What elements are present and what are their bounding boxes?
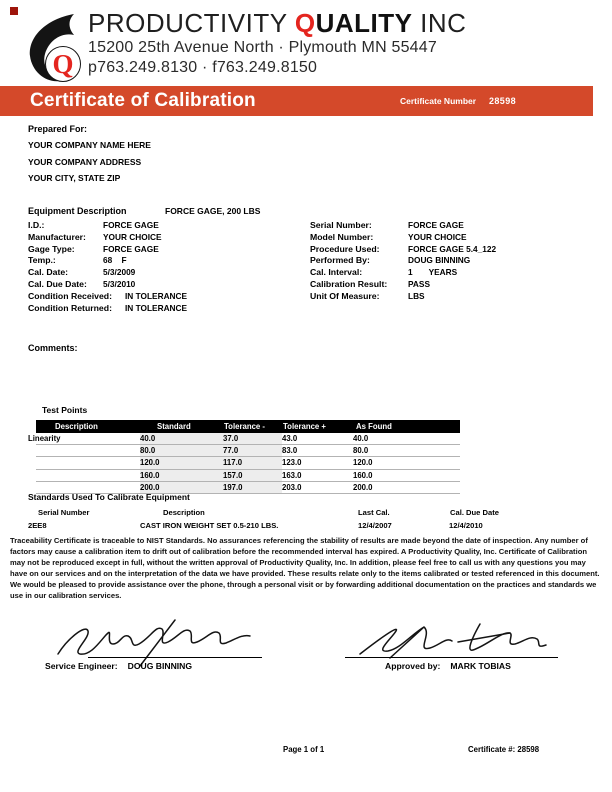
standards-col-serial: Serial Number [38,508,90,517]
red-q-letter: Q [294,8,316,38]
page-number: Page 1 of 1 [283,745,325,754]
service-engineer-signature-line [88,657,262,658]
standard-description-value: CAST IRON WEIGHT SET 0.5-210 LBS. [140,521,279,530]
standards-title: Standards Used To Calibrate Equipment [28,492,190,502]
col-description: Description [55,422,98,431]
service-engineer-label: Service Engineer: [45,661,118,671]
company-logo [24,13,82,87]
equipment-fields-right [310,220,590,303]
field-unit-of-measure: Unit Of Measure: LBS [310,290,425,301]
service-engineer-caption [45,661,192,671]
table-row: 120.0 117.0 123.0 120.0 [36,457,460,469]
logo-q-icon [24,13,82,87]
company-address-line: YOUR COMPANY ADDRESS [28,157,142,167]
corner-mark [10,7,18,15]
document-title: Certificate of Calibration [30,90,256,111]
equipment-fields-left [28,220,303,314]
table-row: 200.0 197.0 203.0 200.0 [36,482,460,494]
title-banner [0,86,593,116]
standards-col-description: Description [163,508,205,517]
standard-cal-due-value: 12/4/2010 [449,521,483,530]
equipment-description-value: FORCE GAGE, 200 LBS [165,206,261,216]
field-manufacturer: Manufacturer: YOUR CHOICE [28,231,162,242]
field-cal-interval: Cal. Interval: 1 YEARS [310,267,458,278]
table-row: 80.0 77.0 83.0 80.0 [36,445,460,457]
col-tolerance-plus: Tolerance + [283,422,326,431]
col-tolerance-minus: Tolerance - [224,422,266,431]
service-engineer-name: DOUG BINNING [127,661,193,671]
approver-signature-line [345,657,558,658]
company-header [88,8,466,78]
col-as-found: As Found [356,422,392,431]
standards-col-last-cal: Last Cal. [358,508,390,517]
footer-certificate-number: Certificate #: 28598 [468,745,540,754]
approver-caption [385,661,511,671]
test-points-header-row [36,420,460,433]
equipment-description-label: Equipment Description [28,206,127,216]
field-model-number: Model Number: YOUR CHOICE [310,231,467,242]
field-serial-number: Serial Number: FORCE GAGE [310,220,464,230]
standard-serial-value: 2EE8 [28,521,47,530]
field-condition-returned: Condition Returned: IN TOLERANCE [28,302,188,313]
comments-label: Comments: [28,343,78,353]
certificate-number-label: Certificate Number [400,96,477,106]
field-calibration-result: Calibration Result: PASS [310,278,430,289]
approver-name: MARK TOBIAS [450,661,511,671]
field-condition-received: Condition Received: IN TOLERANCE [28,290,188,301]
standard-last-cal-value: 12/4/2007 [358,521,392,530]
test-points-title: Test Points [42,405,88,415]
svg-text:Q: Q [52,49,74,79]
prepared-for-label: Prepared For: [28,124,88,134]
traceability-disclaimer: Traceability Certificate is traceable to NIST Standards. No assurances referencing the stability of results are made beyond the date of inspection. Any number of factors may cause a calibration item to drift out of calibration before the recommended interval has expired. A Productivity Quality, Inc. Certificate of Calibration may not be reproduced except in full, without the written approval of Productivity Quality, Inc. In addition, please feel free to call us with any questions you may have on our services and on the interpretation of the data we have provided. These results relate only to the items calibrated or tested referenced in this document. We would be pleased to provide assistance over the phone, through a personal visit or by forwarding additional documentation on the practices and standards we use in our calibration services. [10,536,600,600]
company-phone: p763.249.8130 · f763.249.8150 [88,59,318,76]
col-standard: Standard [157,422,191,431]
field-gage-type: Gage Type: FORCE GAGE [28,243,159,254]
company-city-line: YOUR CITY, STATE ZIP [28,173,121,183]
table-row: 160.0 157.0 163.0 160.0 [36,470,460,482]
field-temp: Temp.: 68 F [28,255,127,266]
field-performed-by: Performed By: DOUG BINNING [310,255,471,266]
table-row: Linearity 40.0 37.0 43.0 40.0 [36,433,460,445]
standards-col-cal-due: Cal. Due Date [450,508,499,517]
company-address: 15200 25th Avenue North · Plymouth MN 55447 [88,39,437,56]
field-id: I.D.: FORCE GAGE [28,220,159,230]
certificate-number-value: 28598 [489,95,517,106]
company-name-line: YOUR COMPANY NAME HERE [28,140,151,150]
field-procedure-used: Procedure Used: FORCE GAGE 5.4_122 [310,243,497,254]
approver-label: Approved by: [385,661,441,671]
company-name: PRODUCTIVITY QUALITY INC [88,8,467,38]
field-cal-due-date: Cal. Due Date: 5/3/2010 [28,278,136,289]
field-cal-date: Cal. Date: 5/3/2009 [28,267,136,278]
test-points-table [28,420,460,494]
